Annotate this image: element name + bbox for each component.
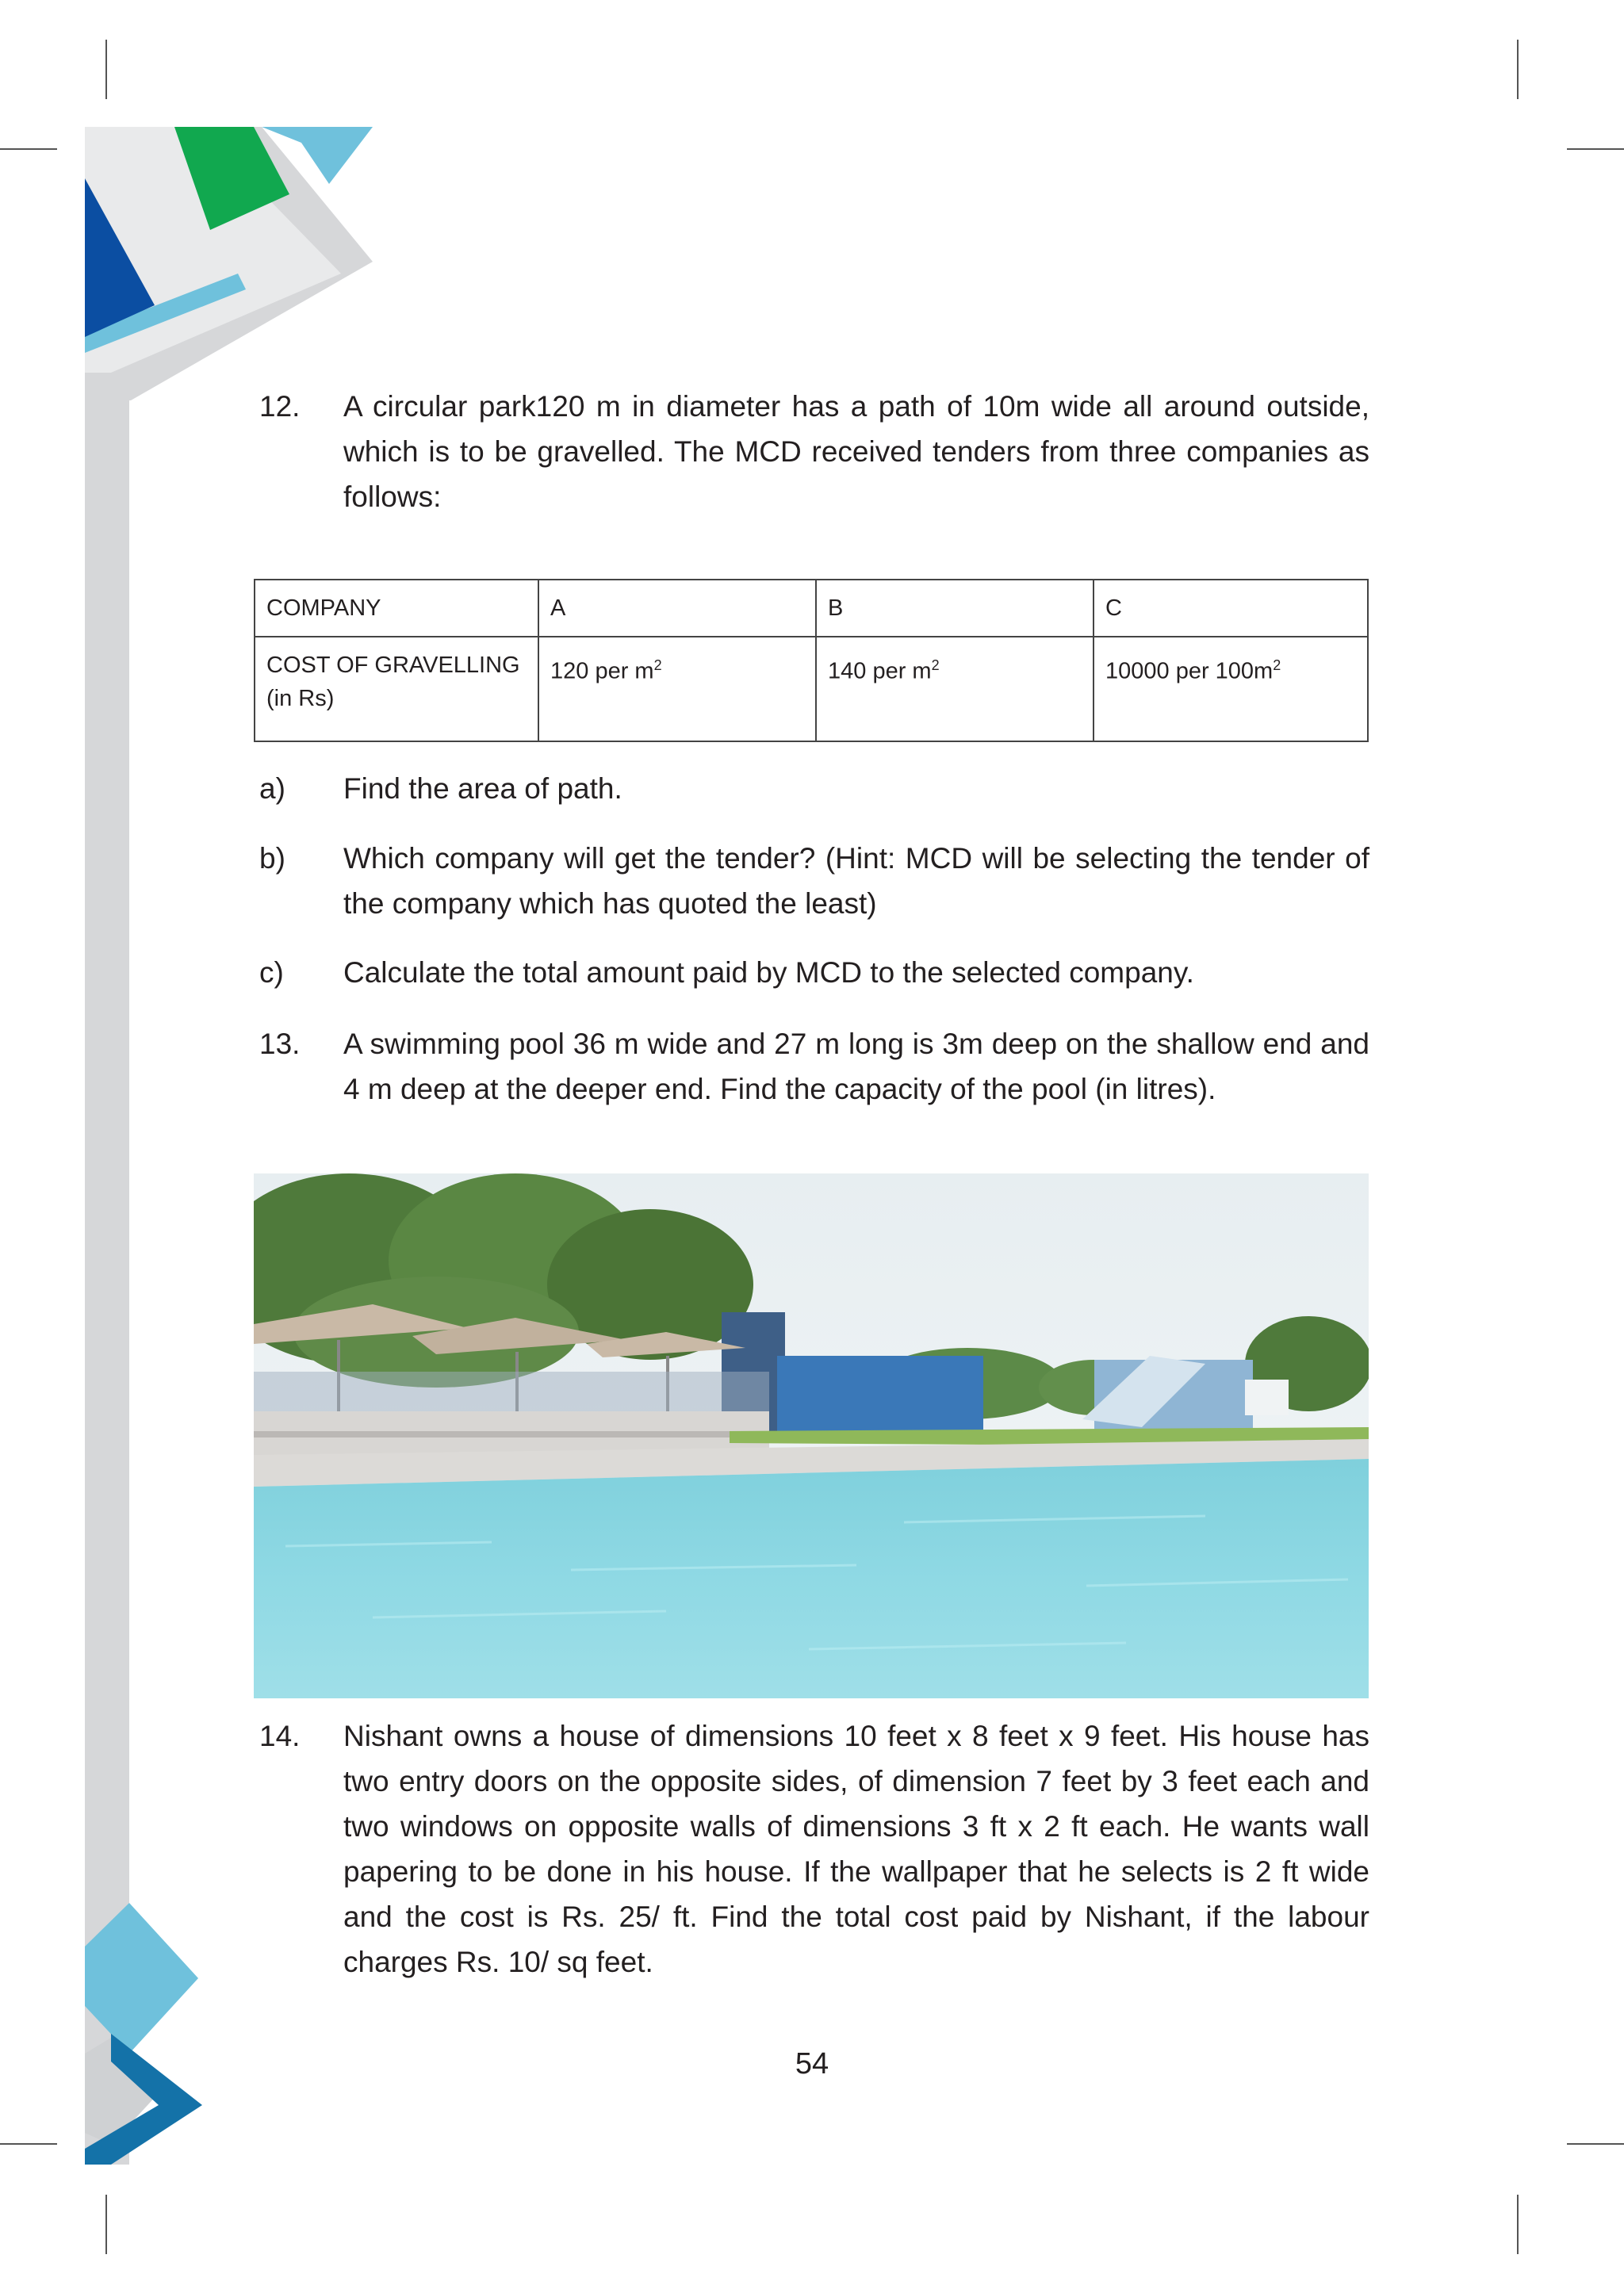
table-row bbox=[255, 637, 1368, 741]
table-row-label: COST OF GRAVELLING (in Rs) bbox=[255, 637, 538, 741]
question-12-part-b bbox=[259, 836, 1369, 927]
table-header-cell: A bbox=[538, 580, 816, 637]
question-number: 12. bbox=[259, 390, 301, 423]
part-label: b) bbox=[259, 842, 285, 875]
page-number: 54 bbox=[795, 2047, 829, 2081]
part-label: c) bbox=[259, 956, 284, 989]
question-text: A swimming pool 36 m wide and 27 m long is 3m deep on the shallow end and 4 m deep at the deeper end. Find the capacity of the pool (in litres). bbox=[343, 1028, 1369, 1105]
crop-mark bbox=[1517, 40, 1519, 99]
question-12 bbox=[259, 384, 1369, 519]
question-number: 13. bbox=[259, 1028, 301, 1060]
swimming-pool-photo bbox=[254, 1173, 1369, 1698]
tender-table bbox=[254, 579, 1369, 742]
table-header-cell: COMPANY bbox=[255, 580, 538, 637]
question-13 bbox=[259, 1021, 1369, 1112]
table-header-row bbox=[255, 580, 1368, 637]
table-cell: 120 per $m^2$ bbox=[538, 637, 816, 741]
question-12-part-a bbox=[259, 766, 1369, 813]
question-text: Nishant owns a house of dimensions 10 feet x 8 feet x 9 feet. His house has two entry doors on the opposite sides, of dimension 7 feet by 3 feet each and two windows on opposite walls of dimensions 3 ft x 2 ft each. He wants wall papering to be done in his house. If the wallpaper that he selects is 2 ft wide and the cost is Rs. 25/ ft. Find the total cost paid by Nishant, if the labour charges Rs. 10/ sq feet. bbox=[343, 1720, 1369, 1978]
question-12-part-c bbox=[259, 950, 1369, 997]
part-text: Which company will get the tender? (Hint: MCD will be selecting the tender of the company which has quoted the least) bbox=[343, 842, 1369, 920]
table-cell: 140 per $m^2$ bbox=[816, 637, 1094, 741]
question-number: 14. bbox=[259, 1720, 301, 1752]
part-label: a) bbox=[259, 772, 285, 805]
crop-mark bbox=[1567, 148, 1624, 150]
crop-mark bbox=[1517, 2195, 1519, 2254]
crop-mark bbox=[1567, 2143, 1624, 2145]
table-header-cell: C bbox=[1094, 580, 1368, 637]
part-text: Calculate the total amount paid by MCD to the selected company. bbox=[343, 956, 1194, 989]
question-14 bbox=[259, 1713, 1369, 1987]
table-cell: 10000 per $100m^2$ bbox=[1094, 637, 1368, 741]
question-text: A circular park120 m in diameter has a path of 10m wide all around outside, which is to be gravelled. The MCD received tenders from three companies as follows: bbox=[343, 390, 1369, 513]
part-text: Find the area of path. bbox=[343, 772, 622, 805]
table-header-cell: B bbox=[816, 580, 1094, 637]
